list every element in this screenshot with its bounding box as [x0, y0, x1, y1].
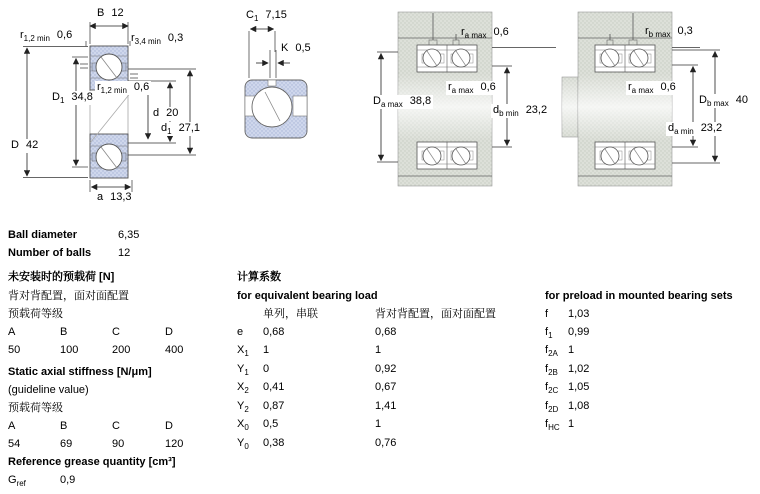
- dim-label-B: B 12: [97, 7, 124, 19]
- factor-value-2: 0,67: [375, 381, 397, 393]
- stiffness-value-b: 69: [60, 438, 73, 450]
- factor-symbol: $X_2$: [237, 381, 249, 396]
- preload-factors-title: for preload in mounted bearing sets: [545, 290, 733, 302]
- equivalent-load-title: for equivalent bearing load: [237, 290, 378, 302]
- dim-label-rb-max-top: $r_{b max}$ 0,3: [645, 25, 693, 40]
- factor-symbol: $X_1$: [237, 344, 249, 359]
- factor-value-1: 1: [263, 344, 270, 356]
- dim-label-C1: $C_1$ 7,15: [246, 9, 287, 24]
- preload-factor-value: 1: [568, 418, 575, 430]
- ball-diameter-value: 6,35: [118, 229, 140, 241]
- preload-factor-symbol: $f_{2B}$: [545, 363, 558, 378]
- factor-value-1: 0,68: [263, 326, 285, 338]
- number-of-balls-label: Number of balls: [8, 247, 92, 259]
- grease-title: Reference grease quantity [cm³]: [8, 456, 176, 468]
- dim-label-ra-max-top: $r_{a max}$ 0,6: [461, 26, 509, 41]
- grease-value: 0,9: [60, 474, 76, 486]
- stiffness-title: Static axial stiffness [N/μm]: [8, 366, 152, 378]
- number-of-balls-value: 12: [118, 247, 131, 259]
- factor-symbol: $X_0$: [237, 418, 249, 433]
- factor-value-2: 1,41: [375, 400, 397, 412]
- stiffness-class-label: 预载荷等级: [8, 402, 63, 414]
- preload-factor-value: 1,02: [568, 363, 590, 375]
- preload-header-a: A: [8, 326, 16, 338]
- factor-value-1: 0,41: [263, 381, 285, 393]
- dim-label-d1: $d_1$ 27,1: [161, 122, 200, 137]
- factor-value-2: 1: [375, 344, 382, 356]
- factor-value-1: 0,87: [263, 400, 285, 412]
- stiffness-header-a: A: [8, 420, 16, 432]
- factor-value-1: 0,5: [263, 418, 279, 430]
- preload-factor-value: 0,99: [568, 326, 590, 338]
- dim-label-ra-max-mid2: $r_{a max}$ 0,6: [628, 81, 676, 96]
- preload-factor-symbol: $f_{2A}$: [545, 344, 558, 359]
- dim-label-r12-min: $r_{1,2 min}$ 0,6: [20, 29, 73, 44]
- preload-value-c: 200: [112, 344, 131, 356]
- dim-label-a: a 13,3: [97, 191, 132, 203]
- factors-title: 计算系数: [237, 271, 281, 283]
- ball-diameter-label: Ball diameter: [8, 229, 78, 241]
- bearing-front-drawing: [235, 0, 365, 155]
- preload-factor-value: 1: [568, 344, 575, 356]
- factor-value-2: 0,68: [375, 326, 397, 338]
- factors-col1-header: 单列，串联: [263, 308, 318, 320]
- preload-factor-symbol: $f_{2C}$: [545, 381, 559, 396]
- preload-factor-value: 1,08: [568, 400, 590, 412]
- stiffness-value-d: 120: [165, 438, 184, 450]
- preload-header-c: C: [112, 326, 120, 338]
- stiffness-value-a: 54: [8, 438, 21, 450]
- preload-header-d: D: [165, 326, 173, 338]
- factor-symbol: $Y_0$: [237, 437, 249, 452]
- stiffness-value-c: 90: [112, 438, 125, 450]
- preload-subtitle: 背对背配置，面对面配置: [8, 290, 129, 302]
- factor-symbol: e: [237, 326, 244, 338]
- factor-value-2: 0,92: [375, 363, 397, 375]
- dim-label-r34-min: $r_{3,4 min}$ 0,3: [131, 32, 184, 47]
- preload-factor-symbol: $f_{2D}$: [545, 400, 559, 415]
- dim-label-Da-max: $D_{a max}$ 38,8: [373, 95, 432, 110]
- preload-factor-value: 1,05: [568, 381, 590, 393]
- preload-header-b: B: [60, 326, 68, 338]
- preload-value-a: 50: [8, 344, 21, 356]
- factor-value-1: 0: [263, 363, 270, 375]
- stiffness-header-b: B: [60, 420, 68, 432]
- preload-title: 未安装时的预载荷 [N]: [8, 271, 115, 283]
- preload-class-label: 预载荷等级: [8, 308, 63, 320]
- dim-label-D1: $D_1$ 34,8: [52, 91, 93, 106]
- factor-symbol: $Y_1$: [237, 363, 249, 378]
- stiffness-note: (guideline value): [8, 384, 89, 396]
- grease-symbol: $G_{ref}$: [8, 474, 26, 489]
- preload-factor-value: 1,03: [568, 308, 590, 320]
- dim-label-D: D 42: [9, 139, 40, 153]
- preload-value-d: 400: [165, 344, 184, 356]
- dim-label-d: d 20: [151, 107, 180, 121]
- stiffness-header-c: C: [112, 420, 120, 432]
- dim-label-r12-inner: $r_{1,2 min}$ 0,6: [97, 81, 150, 96]
- factor-symbol: $Y_2$: [237, 400, 249, 415]
- preload-value-b: 100: [60, 344, 79, 356]
- factor-value-1: 0,38: [263, 437, 285, 449]
- preload-factor-symbol: $f_1$: [545, 326, 553, 341]
- preload-factor-symbol: f: [545, 308, 549, 320]
- dim-label-db-min: $d_{b min}$ 23,2: [493, 104, 548, 119]
- factor-value-2: 0,76: [375, 437, 397, 449]
- stiffness-header-d: D: [165, 420, 173, 432]
- dim-label-ra-max-mid: $r_{a max}$ 0,6: [448, 81, 496, 96]
- dim-label-K: K 0,5: [281, 42, 311, 54]
- dim-label-Db-max: $D_{b max}$ 40: [699, 94, 748, 109]
- factors-col2-header: 背对背配置，面对面配置: [375, 308, 496, 320]
- dim-label-da-min: $d_{a min}$ 23,2: [668, 122, 723, 137]
- factor-value-2: 1: [375, 418, 382, 430]
- preload-factor-symbol: $f_{HC}$: [545, 418, 560, 433]
